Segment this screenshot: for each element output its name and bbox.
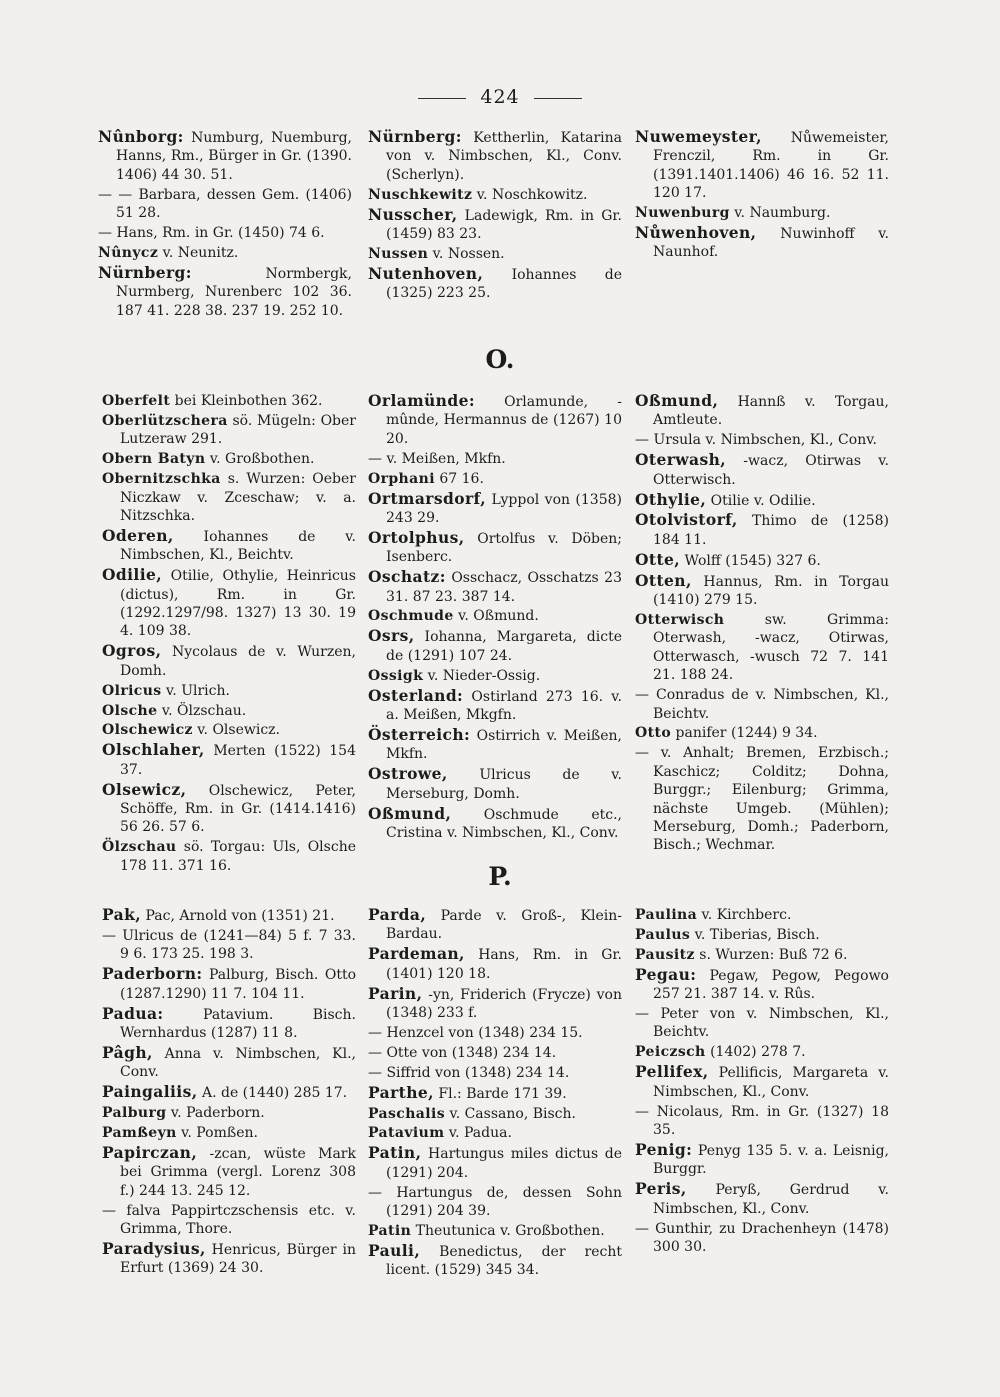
entry-headword: Otten, <box>635 570 692 590</box>
page-number <box>0 86 1000 108</box>
index-entry <box>368 490 622 528</box>
entry-headword: Nuwemeyster, <box>635 127 762 146</box>
entry-text: Ulricus de v. Merseburg, Domh. <box>386 767 622 802</box>
entry-text: Ladewigk, Rm. in Gr. (1459) 83 23. <box>386 207 622 243</box>
entry-text: v. Padua. <box>444 1125 512 1142</box>
entry-text: Iohannes de v. Nimbschen, Kl., Beichtv. <box>120 528 356 564</box>
index-entry <box>368 945 622 983</box>
entry-headword: Patavium <box>368 1125 445 1142</box>
index-entry <box>102 702 356 720</box>
entry-text: Parde v. Groß-, Klein-Bardau. <box>386 908 622 943</box>
entry-text: v. Olsewicz. <box>192 722 281 739</box>
entry-text: Nůwemeister, Frenczil, Rm. in Gr. (1391.1401.1406) 46 16. 52 11. 120 17. <box>653 130 889 202</box>
entry-text: v. Nossen. <box>428 245 505 262</box>
entry-headword: Osterland: <box>368 685 464 705</box>
entry-text: Olschewicz, Peter, Schöffe, Rm. in Gr. (1414.1416) 56 26. 57 6. <box>120 782 356 836</box>
entry-headword: Pauli, <box>368 1240 421 1260</box>
index-entry <box>368 627 622 665</box>
entry-text: Nuwinhoff v. Naunhof. <box>653 226 889 261</box>
entry-text: v. Naumburg. <box>729 205 831 222</box>
index-entry <box>368 1144 622 1182</box>
entry-headword: Osrs, <box>368 626 415 646</box>
column-o2 <box>368 392 622 844</box>
entry-headword: Padua: <box>102 1003 164 1023</box>
entry-headword: Nürnberg: <box>98 262 192 282</box>
index-entry <box>635 1063 889 1101</box>
entry-text: — v. Meißen, Mkfn. <box>368 450 506 467</box>
entry-headword: Otolvistorf, <box>635 510 738 530</box>
index-entry <box>368 805 622 843</box>
entry-headword: Pausitz <box>635 946 695 963</box>
entry-text: Normbergk, Nurmberg, Nurenberc 102 36. 187 41. 228 38. 237 19. 252 10. <box>116 265 352 319</box>
page-number-rule-right <box>534 98 582 99</box>
entry-text: Peryß, Gerdrud v. Nimbschen, Kl., Conv. <box>653 1182 889 1217</box>
entry-headword: Penig: <box>635 1139 693 1159</box>
section-heading-p: P. <box>488 862 512 891</box>
entry-text: Otilie, Othylie, Heinricus (dictus), Rm. in Gr. (1292.1297/98. 1327) 13 30. 19 4. 109 38. <box>120 568 356 640</box>
index-entry <box>368 1184 622 1221</box>
index-entry <box>368 186 622 204</box>
index-entry <box>635 224 889 262</box>
entry-headword: Olsche <box>102 702 158 719</box>
column-o1 <box>102 392 356 877</box>
index-entry <box>368 1222 622 1240</box>
page-number-rule-left <box>418 98 466 99</box>
index-entry <box>635 572 889 610</box>
index-entry <box>368 726 622 764</box>
entry-headword: Pegau: <box>635 964 697 984</box>
entry-headword: Paschalis <box>368 1105 445 1122</box>
entry-text: Oschmude etc., Cristina v. Nimbschen, Kl., Conv. <box>386 806 622 841</box>
entry-text: — v. Anhalt; Bremen, Erzbisch.; Kaschicz; Colditz; Dohna, Burggr.; Eilenburg; Grimma, nächste Umgeb. (Mühlen); Merseburg, Domh.; Paderborn, Bisch.; Wechmar. <box>635 745 889 854</box>
index-entry <box>102 1005 356 1043</box>
entry-headword: Parin, <box>368 983 423 1003</box>
entry-text: — — Barbara, dessen Gem. (1406) 51 28. <box>98 186 352 222</box>
entry-headword: Orphani <box>368 470 435 487</box>
entry-text: Theutunica v. Großbothen. <box>411 1223 605 1239</box>
entry-text: v. Neunitz. <box>158 244 239 261</box>
entry-headword: Parthe, <box>368 1082 434 1102</box>
index-entry <box>368 568 622 606</box>
entry-headword: Ostrowe, <box>368 764 448 784</box>
entry-text: Hartungus miles dictus de (1291) 204. <box>386 1146 622 1181</box>
index-entry <box>635 511 889 549</box>
index-entry <box>635 1103 889 1140</box>
entry-text: panifer (1244) 9 34. <box>671 725 818 742</box>
index-entry <box>635 686 889 723</box>
entry-text: Nycolaus de v. Wurzen, Domh. <box>120 644 356 679</box>
index-entry <box>102 741 356 779</box>
entry-text: — falva Pappirtczschensis etc. v. Grimma, Thore. <box>102 1202 356 1237</box>
entry-headword: Orlamünde: <box>368 391 475 410</box>
index-entry <box>102 1044 356 1082</box>
index-entry <box>635 431 889 449</box>
entry-headword: Oschatz: <box>368 567 446 587</box>
entry-text: Kettherlin, Katarina von v. Nimbschen, Kl., Conv. (Scherlyn). <box>386 130 622 183</box>
entry-headword: Olricus <box>102 682 162 699</box>
index-entry <box>368 765 622 803</box>
entry-headword: Patin, <box>368 1143 422 1163</box>
entry-text: -zcan, wüste Mark bei Grimma (vergl. Lorenz 308 f.) 244 13. 245 12. <box>120 1145 356 1199</box>
entry-text: -wacz, Otirwas v. Otterwisch. <box>653 453 889 488</box>
entry-text: v. Großbothen. <box>205 451 315 468</box>
entry-headword: Paulus <box>635 926 691 943</box>
entry-headword: Nûnycz <box>98 244 159 261</box>
entry-text: v. Paderborn. <box>166 1105 265 1122</box>
index-entry <box>102 721 356 739</box>
entry-headword: Othylie, <box>635 489 707 509</box>
entry-text: Pegaw, Pegow, Pegowo 257 21. 387 14. v. Rûs. <box>653 967 889 1003</box>
entry-text: v. Nieder-Ossig. <box>423 667 541 684</box>
entry-text: — Hans, Rm. in Gr. (1450) 74 6. <box>98 225 325 242</box>
index-entry <box>368 1064 622 1082</box>
entry-text: Anna v. Nimbschen, Kl., Conv. <box>120 1045 356 1081</box>
index-entry <box>102 1144 356 1200</box>
index-entry <box>368 128 622 184</box>
entry-text: (1402) 278 7. <box>705 1044 806 1061</box>
index-entry <box>368 1044 622 1062</box>
entry-headword: Ortmarsdorf, <box>368 488 487 508</box>
index-entry <box>635 1141 889 1179</box>
entry-headword: Paradysius, <box>102 1238 206 1258</box>
index-entry <box>368 265 622 303</box>
index-entry <box>368 1084 622 1103</box>
entry-headword: Olsewicz, <box>102 779 187 799</box>
index-entry <box>368 450 622 468</box>
entry-headword: Parda, <box>368 905 427 924</box>
index-entry <box>102 682 356 700</box>
entry-headword: Olschlaher, <box>102 740 205 760</box>
index-entry <box>102 566 356 641</box>
entry-text: Ostirrich v. Meißen, Mkfn. <box>386 727 622 763</box>
entry-headword: Oberlützschera <box>102 412 228 429</box>
entry-text: sw. Grimma: Oterwash, -wacz, Otirwas, Otterwasch, -wusch 72 7. 141 21. 188 24. <box>653 611 889 684</box>
entry-headword: Oßmund, <box>368 803 452 823</box>
index-entry <box>635 204 889 222</box>
index-entry <box>368 985 622 1023</box>
entry-headword: Ossigk <box>368 667 424 684</box>
entry-headword: Peris, <box>635 1179 687 1199</box>
index-entry <box>368 687 622 725</box>
entry-text: — Peter von v. Nimbschen, Kl., Beichtv. <box>635 1006 889 1041</box>
column-p2 <box>368 906 622 1281</box>
entry-text: Palburg, Bisch. Otto (1287.1290) 11 7. 104 11. <box>120 967 356 1002</box>
index-entry <box>368 1242 622 1280</box>
entry-text: — Hartungus de, dessen Sohn (1291) 204 39. <box>368 1184 622 1220</box>
entry-headword: Pardeman, <box>368 944 465 964</box>
index-entry <box>635 946 889 964</box>
index-entry <box>635 611 889 685</box>
entry-text: Iohanna, Margareta, dicte de (1291) 107 24. <box>386 629 622 664</box>
entry-headword: Patin <box>368 1223 412 1239</box>
entry-text: — Ulricus de (1241—84) 5 f. 7 33. 9 6. 173 25. 198 3. <box>102 927 356 963</box>
entry-text: Iohannes de (1325) 223 25. <box>386 266 622 302</box>
entry-headword: Pamßeyn <box>102 1124 177 1141</box>
section-heading-o: O. <box>485 345 515 374</box>
entry-text: v. Pomßen. <box>176 1124 258 1141</box>
entry-headword: Otte, <box>635 549 681 569</box>
entry-headword: Ogros, <box>102 641 162 661</box>
index-entry <box>635 491 889 510</box>
index-entry <box>368 206 622 244</box>
index-entry <box>102 1240 356 1278</box>
index-entry <box>102 965 356 1003</box>
entry-headword: Paulina <box>635 907 698 923</box>
entry-headword: Österreich: <box>368 724 471 744</box>
index-entry <box>368 607 622 625</box>
entry-text: — Nicolaus, Rm. in Gr. (1327) 18 35. <box>635 1103 889 1138</box>
entry-text: -yn, Friderich (Frycze) von (1348) 233 f. <box>386 986 622 1022</box>
index-entry <box>102 450 356 468</box>
index-entry <box>368 667 622 685</box>
entry-text: sö. Torgau: Uls, Olsche 178 11. 371 16. <box>120 839 356 874</box>
column-n3 <box>635 128 889 263</box>
index-entry <box>635 1005 889 1042</box>
entry-text: v. Tiberias, Bisch. <box>690 926 820 943</box>
entry-text: v. Ulrich. <box>161 682 230 699</box>
entry-text: Pellificis, Margareta v. Nimbschen, Kl., Conv. <box>653 1065 889 1100</box>
entry-text: v. Ölzschau. <box>157 702 247 719</box>
entry-text: v. Cassano, Bisch. <box>445 1105 576 1122</box>
entry-text: — Otte von (1348) 234 14. <box>368 1044 557 1061</box>
index-entry <box>102 412 356 449</box>
index-entry <box>635 392 889 430</box>
entry-text: Pac, Arnold von (1351) 21. <box>141 908 335 924</box>
index-entry <box>635 451 889 489</box>
entry-headword: Otto <box>635 725 672 742</box>
entry-text: Ortolfus v. Döben; Isenberc. <box>386 530 622 566</box>
entry-text: — Siffrid von (1348) 234 14. <box>368 1064 570 1081</box>
entry-headword: Ortolphus, <box>368 527 465 547</box>
entry-headword: Obernitzschka <box>102 471 221 488</box>
entry-text: — Conradus de v. Nimbschen, Kl., Beichtv. <box>635 687 889 722</box>
entry-text: — Henzcel von (1348) 234 15. <box>368 1024 583 1041</box>
entry-text: Henricus, Bürger in Erfurt (1369) 24 30. <box>120 1241 356 1277</box>
entry-text: Benedictus, der recht licent. (1529) 345 34. <box>386 1243 622 1279</box>
entry-text: 67 16. <box>434 470 484 487</box>
index-entry <box>635 551 889 570</box>
entry-text: — Ursula v. Nimbschen, Kl., Conv. <box>635 432 877 449</box>
index-entry <box>102 927 356 964</box>
column-o3 <box>635 392 889 856</box>
index-entry <box>102 1202 356 1239</box>
entry-headword: Pâgh, <box>102 1042 153 1062</box>
index-entry <box>98 264 352 320</box>
entry-text: Orlamunde, -mûnde, Hermannus de (1267) 10 20. <box>386 394 622 447</box>
index-entry <box>635 926 889 944</box>
index-entry <box>102 642 356 680</box>
entry-text: Wolff (1545) 327 6. <box>680 552 821 569</box>
index-entry <box>368 1024 622 1042</box>
index-entry <box>98 224 352 242</box>
entry-text: sö. Mügeln: Ober Lutzeraw 291. <box>120 412 356 448</box>
index-entry <box>368 1124 622 1142</box>
entry-headword: Oterwash, <box>635 450 727 470</box>
column-p3 <box>635 906 889 1258</box>
index-entry <box>635 128 889 203</box>
index-entry <box>368 245 622 263</box>
entry-headword: Oßmund, <box>635 391 719 410</box>
entry-text: Hannß v. Torgau, Amtleute. <box>653 394 889 429</box>
entry-text: v. Noschkowitz. <box>472 186 588 203</box>
index-entry <box>368 529 622 567</box>
entry-headword: Olschewicz <box>102 722 193 739</box>
entry-headword: Ölzschau <box>102 839 177 856</box>
entry-text: s. Wurzen: Oeber Niczkaw v. Zceschaw; v. a. Nitzschka. <box>120 471 356 524</box>
entry-headword: Paingaliis, <box>102 1082 198 1102</box>
index-entry <box>98 186 352 223</box>
page-number-text: 424 <box>480 86 520 108</box>
entry-text: Patavium. Bisch. Wernhardus (1287) 11 8. <box>120 1006 356 1041</box>
index-entry <box>102 527 356 565</box>
entry-headword: Nussen <box>368 245 429 262</box>
entry-text: Numburg, Nuemburg, Hanns, Rm., Bürger in Gr. (1390. 1406) 44 30. 51. <box>116 130 352 183</box>
index-entry <box>98 128 352 184</box>
entry-headword: Nuschkewitz <box>368 186 473 203</box>
entry-headword: Oberfelt <box>102 393 171 409</box>
index-entry <box>368 470 622 488</box>
entry-headword: Nûnborg: <box>98 127 184 146</box>
entry-text: Hans, Rm. in Gr. (1401) 120 18. <box>386 947 622 982</box>
entry-text: s. Wurzen: Buß 72 6. <box>694 946 848 963</box>
index-entry <box>98 244 352 262</box>
entry-headword: Oschmude <box>368 608 454 625</box>
index-entry <box>368 392 622 448</box>
column-n2 <box>368 128 622 304</box>
index-entry <box>102 1104 356 1122</box>
entry-headword: Nutenhoven, <box>368 263 484 283</box>
index-entry <box>368 906 622 944</box>
entry-headword: Papirczan, <box>102 1142 198 1162</box>
entry-headword: Palburg <box>102 1105 167 1122</box>
entry-headword: Nürnberg: <box>368 127 462 146</box>
entry-headword: Nusscher, <box>368 204 458 224</box>
entry-headword: Nuwenburg <box>635 205 730 222</box>
entry-text: v. Oßmund. <box>453 608 539 625</box>
entry-headword: Pellifex, <box>635 1062 709 1082</box>
entry-text: bei Kleinbothen 362. <box>170 393 323 409</box>
entry-text: A. de (1440) 285 17. <box>197 1085 348 1102</box>
entry-headword: Nůwenhoven, <box>635 223 757 243</box>
index-entry <box>102 781 356 837</box>
index-entry <box>635 906 889 924</box>
entry-text: v. Kirchberc. <box>697 907 792 923</box>
index-entry <box>368 1105 622 1123</box>
entry-text: Otilie v. Odilie. <box>706 492 816 509</box>
entry-text: Fl.: Barde 171 39. <box>433 1085 567 1102</box>
index-entry <box>102 906 356 925</box>
entry-text: — Gunthir, zu Drachenheyn (1478) 300 30. <box>635 1220 889 1255</box>
entry-headword: Peiczsch <box>635 1044 706 1061</box>
index-entry <box>102 470 356 525</box>
index-entry <box>102 1083 356 1102</box>
entry-headword: Paderborn: <box>102 964 203 984</box>
entry-text: Ostirland 273 16. v. a. Meißen, Mkgfn. <box>386 688 622 723</box>
entry-text: Penyg 135 5. v. a. Leisnig, Burggr. <box>653 1142 889 1178</box>
entry-headword: Oderen, <box>102 525 174 545</box>
entry-text: Merten (1522) 154 37. <box>120 743 356 778</box>
entry-text: Thimo de (1258) 184 11. <box>653 513 889 548</box>
entry-text: Hannus, Rm. in Torgau (1410) 279 15. <box>653 573 889 609</box>
index-entry <box>635 744 889 854</box>
column-n1 <box>98 128 352 322</box>
index-entry <box>635 1043 889 1061</box>
column-p1 <box>102 906 356 1279</box>
index-entry <box>635 724 889 742</box>
index-entry <box>635 966 889 1004</box>
entry-headword: Odilie, <box>102 565 163 585</box>
entry-headword: Otterwisch <box>635 611 725 628</box>
entry-headword: Pak, <box>102 905 142 924</box>
entry-text: Osschacz, Osschatzs 23 31. 87 23. 387 14. <box>386 570 622 605</box>
entry-headword: Obern Batyn <box>102 451 206 468</box>
index-entry <box>635 1220 889 1257</box>
index-entry <box>102 392 356 410</box>
index-entry <box>635 1180 889 1218</box>
index-entry <box>102 1124 356 1142</box>
entry-text: Lyppol von (1358) 243 29. <box>386 491 622 526</box>
